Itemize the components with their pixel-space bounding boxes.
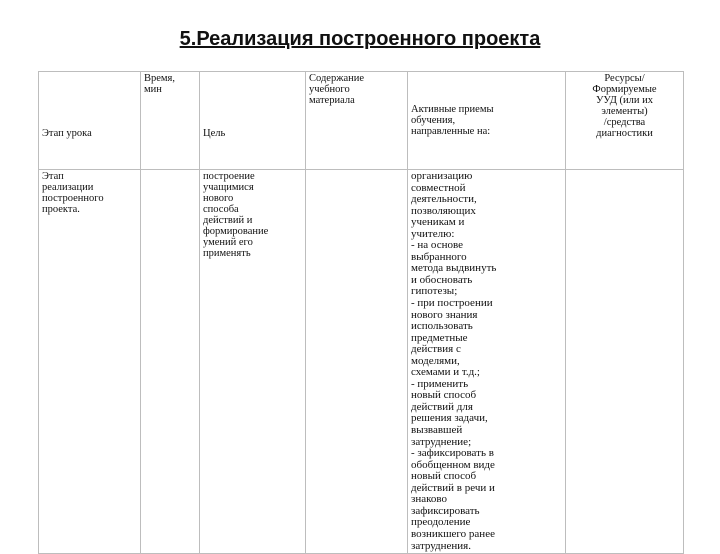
lesson-plan-table <box>38 71 684 554</box>
slide-title: 5.Реализация построенного проекта <box>179 28 541 50</box>
cell-methods <box>408 170 566 554</box>
header-goal-label: Цель <box>203 127 226 139</box>
table-row <box>39 170 684 554</box>
cell-stage-text: Этап реализации построенного проекта. <box>42 171 104 216</box>
header-content-label: Содержание учебного материала <box>309 73 365 107</box>
header-time-label: Время, мин <box>144 73 176 96</box>
table-header-row <box>39 72 684 170</box>
cell-resources <box>566 170 684 554</box>
header-methods <box>408 72 566 170</box>
header-resources-label: Ресурсы/ Формируемые УУД (или их элементы) /средства диагностики <box>592 73 657 140</box>
header-stage <box>39 72 141 170</box>
header-content <box>306 72 408 170</box>
cell-time <box>141 170 200 554</box>
cell-methods-text: организацию совместной деятельности, позволяющих ученикам и учителю: - на основе выбранного метода выдвинуть и обосновать гипотезы; - при построении нового знания использовать предметные действия с моделями, схемами и т.д.; - применить новый способ действий для решения задачи, вызвавшей затруднение; - зафиксировать в обобщенном виде новый способ действий в речи и знаково зафиксировать преодоление возникшего ранее затруднения. <box>411 170 497 552</box>
header-resources <box>566 72 684 170</box>
header-stage-label: Этап урока <box>42 127 92 139</box>
cell-goal <box>200 170 306 554</box>
header-goal <box>200 72 306 170</box>
cell-content <box>306 170 408 554</box>
cell-goal-text: построение учащимися нового способа действий и формирование умений его применять <box>203 171 269 260</box>
header-methods-label: Активные приемы обучения, направленные на: <box>411 103 494 137</box>
cell-stage <box>39 170 141 554</box>
header-time <box>141 72 200 170</box>
